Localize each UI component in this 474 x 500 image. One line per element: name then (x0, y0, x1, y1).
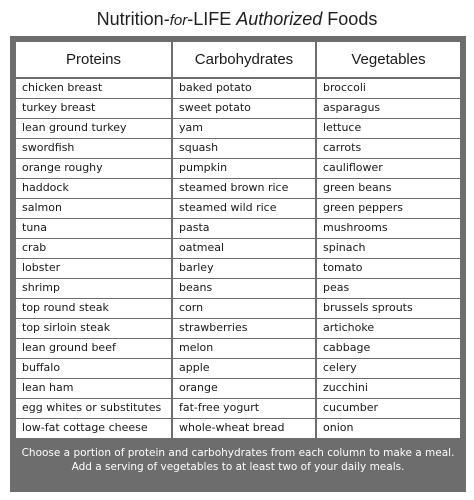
vegetable-cell: carrots (316, 138, 460, 158)
carbohydrate-cell: squash (172, 138, 316, 158)
carbohydrate-cell: baked potato (172, 78, 316, 98)
vegetable-cell: lettuce (316, 118, 460, 138)
vegetable-cell: zucchini (316, 378, 460, 398)
vegetable-cell: celery (316, 358, 460, 378)
protein-cell: crab (16, 238, 172, 258)
protein-cell: lean ground beef (16, 338, 172, 358)
protein-cell: tuna (16, 218, 172, 238)
table-row (16, 298, 460, 318)
table-row (16, 258, 460, 278)
instructions-line-1: Choose a portion of protein and carbohydrates from each column to make a meal. (21, 446, 455, 459)
table-row (16, 78, 460, 98)
protein-cell: low-fat cottage cheese (16, 418, 172, 438)
vegetable-cell: green beans (316, 178, 460, 198)
vegetable-cell: cucumber (316, 398, 460, 418)
protein-cell: swordfish (16, 138, 172, 158)
table-row (16, 418, 460, 438)
table-row (16, 178, 460, 198)
protein-cell: chicken breast (16, 78, 172, 98)
vegetable-cell: asparagus (316, 98, 460, 118)
protein-cell: haddock (16, 178, 172, 198)
table-row (16, 318, 460, 338)
table-row (16, 158, 460, 178)
carbohydrate-cell: corn (172, 298, 316, 318)
page-title (0, 4, 474, 34)
carbohydrate-cell: apple (172, 358, 316, 378)
table-row (16, 198, 460, 218)
carbohydrate-cell: beans (172, 278, 316, 298)
carbohydrate-cell: steamed brown rice (172, 178, 316, 198)
food-table-panel (10, 36, 466, 492)
header-vegetables: Vegetables (316, 42, 460, 78)
table-body (16, 78, 460, 438)
carbohydrate-cell: strawberries (172, 318, 316, 338)
table-row (16, 398, 460, 418)
carbohydrate-cell: melon (172, 338, 316, 358)
table-header-row (16, 42, 460, 78)
table-row (16, 118, 460, 138)
header-proteins: Proteins (16, 42, 172, 78)
table-row (16, 238, 460, 258)
vegetable-cell: green peppers (316, 198, 460, 218)
carbohydrate-cell: steamed wild rice (172, 198, 316, 218)
table-row (16, 218, 460, 238)
protein-cell: orange roughy (16, 158, 172, 178)
vegetable-cell: onion (316, 418, 460, 438)
carbohydrate-cell: sweet potato (172, 98, 316, 118)
title-part-5: Foods (322, 9, 378, 29)
vegetable-cell: mushrooms (316, 218, 460, 238)
protein-cell: lean ground turkey (16, 118, 172, 138)
table-row (16, 98, 460, 118)
table-row (16, 378, 460, 398)
vegetable-cell: tomato (316, 258, 460, 278)
title-part-1: Nutrition- (96, 9, 170, 29)
instructions-line-2: Add a serving of vegetables to at least two of your daily meals. (71, 460, 405, 473)
protein-cell: top round steak (16, 298, 172, 318)
protein-cell: salmon (16, 198, 172, 218)
carbohydrate-cell: yam (172, 118, 316, 138)
food-table (16, 42, 460, 439)
vegetable-cell: artichoke (316, 318, 460, 338)
protein-cell: turkey breast (16, 98, 172, 118)
protein-cell: shrimp (16, 278, 172, 298)
protein-cell: top sirloin steak (16, 318, 172, 338)
carbohydrate-cell: whole-wheat bread (172, 418, 316, 438)
protein-cell: egg whites or substitutes (16, 398, 172, 418)
carbohydrate-cell: pasta (172, 218, 316, 238)
vegetable-cell: peas (316, 278, 460, 298)
carbohydrate-cell: pumpkin (172, 158, 316, 178)
carbohydrate-cell: fat-free yogurt (172, 398, 316, 418)
table-row (16, 338, 460, 358)
table-row (16, 358, 460, 378)
carbohydrate-cell: oatmeal (172, 238, 316, 258)
vegetable-cell: brussels sprouts (316, 298, 460, 318)
table-row (16, 278, 460, 298)
carbohydrate-cell: orange (172, 378, 316, 398)
title-part-2: for (169, 12, 188, 29)
protein-cell: lobster (16, 258, 172, 278)
instructions-footer (16, 439, 460, 474)
title-part-3: -LIFE (187, 9, 237, 29)
vegetable-cell: spinach (316, 238, 460, 258)
header-carbohydrates: Carbohydrates (172, 42, 316, 78)
vegetable-cell: cauliflower (316, 158, 460, 178)
table-row (16, 138, 460, 158)
protein-cell: lean ham (16, 378, 172, 398)
carbohydrate-cell: barley (172, 258, 316, 278)
vegetable-cell: broccoli (316, 78, 460, 98)
title-part-4: Authorized (236, 9, 323, 29)
vegetable-cell: cabbage (316, 338, 460, 358)
protein-cell: buffalo (16, 358, 172, 378)
